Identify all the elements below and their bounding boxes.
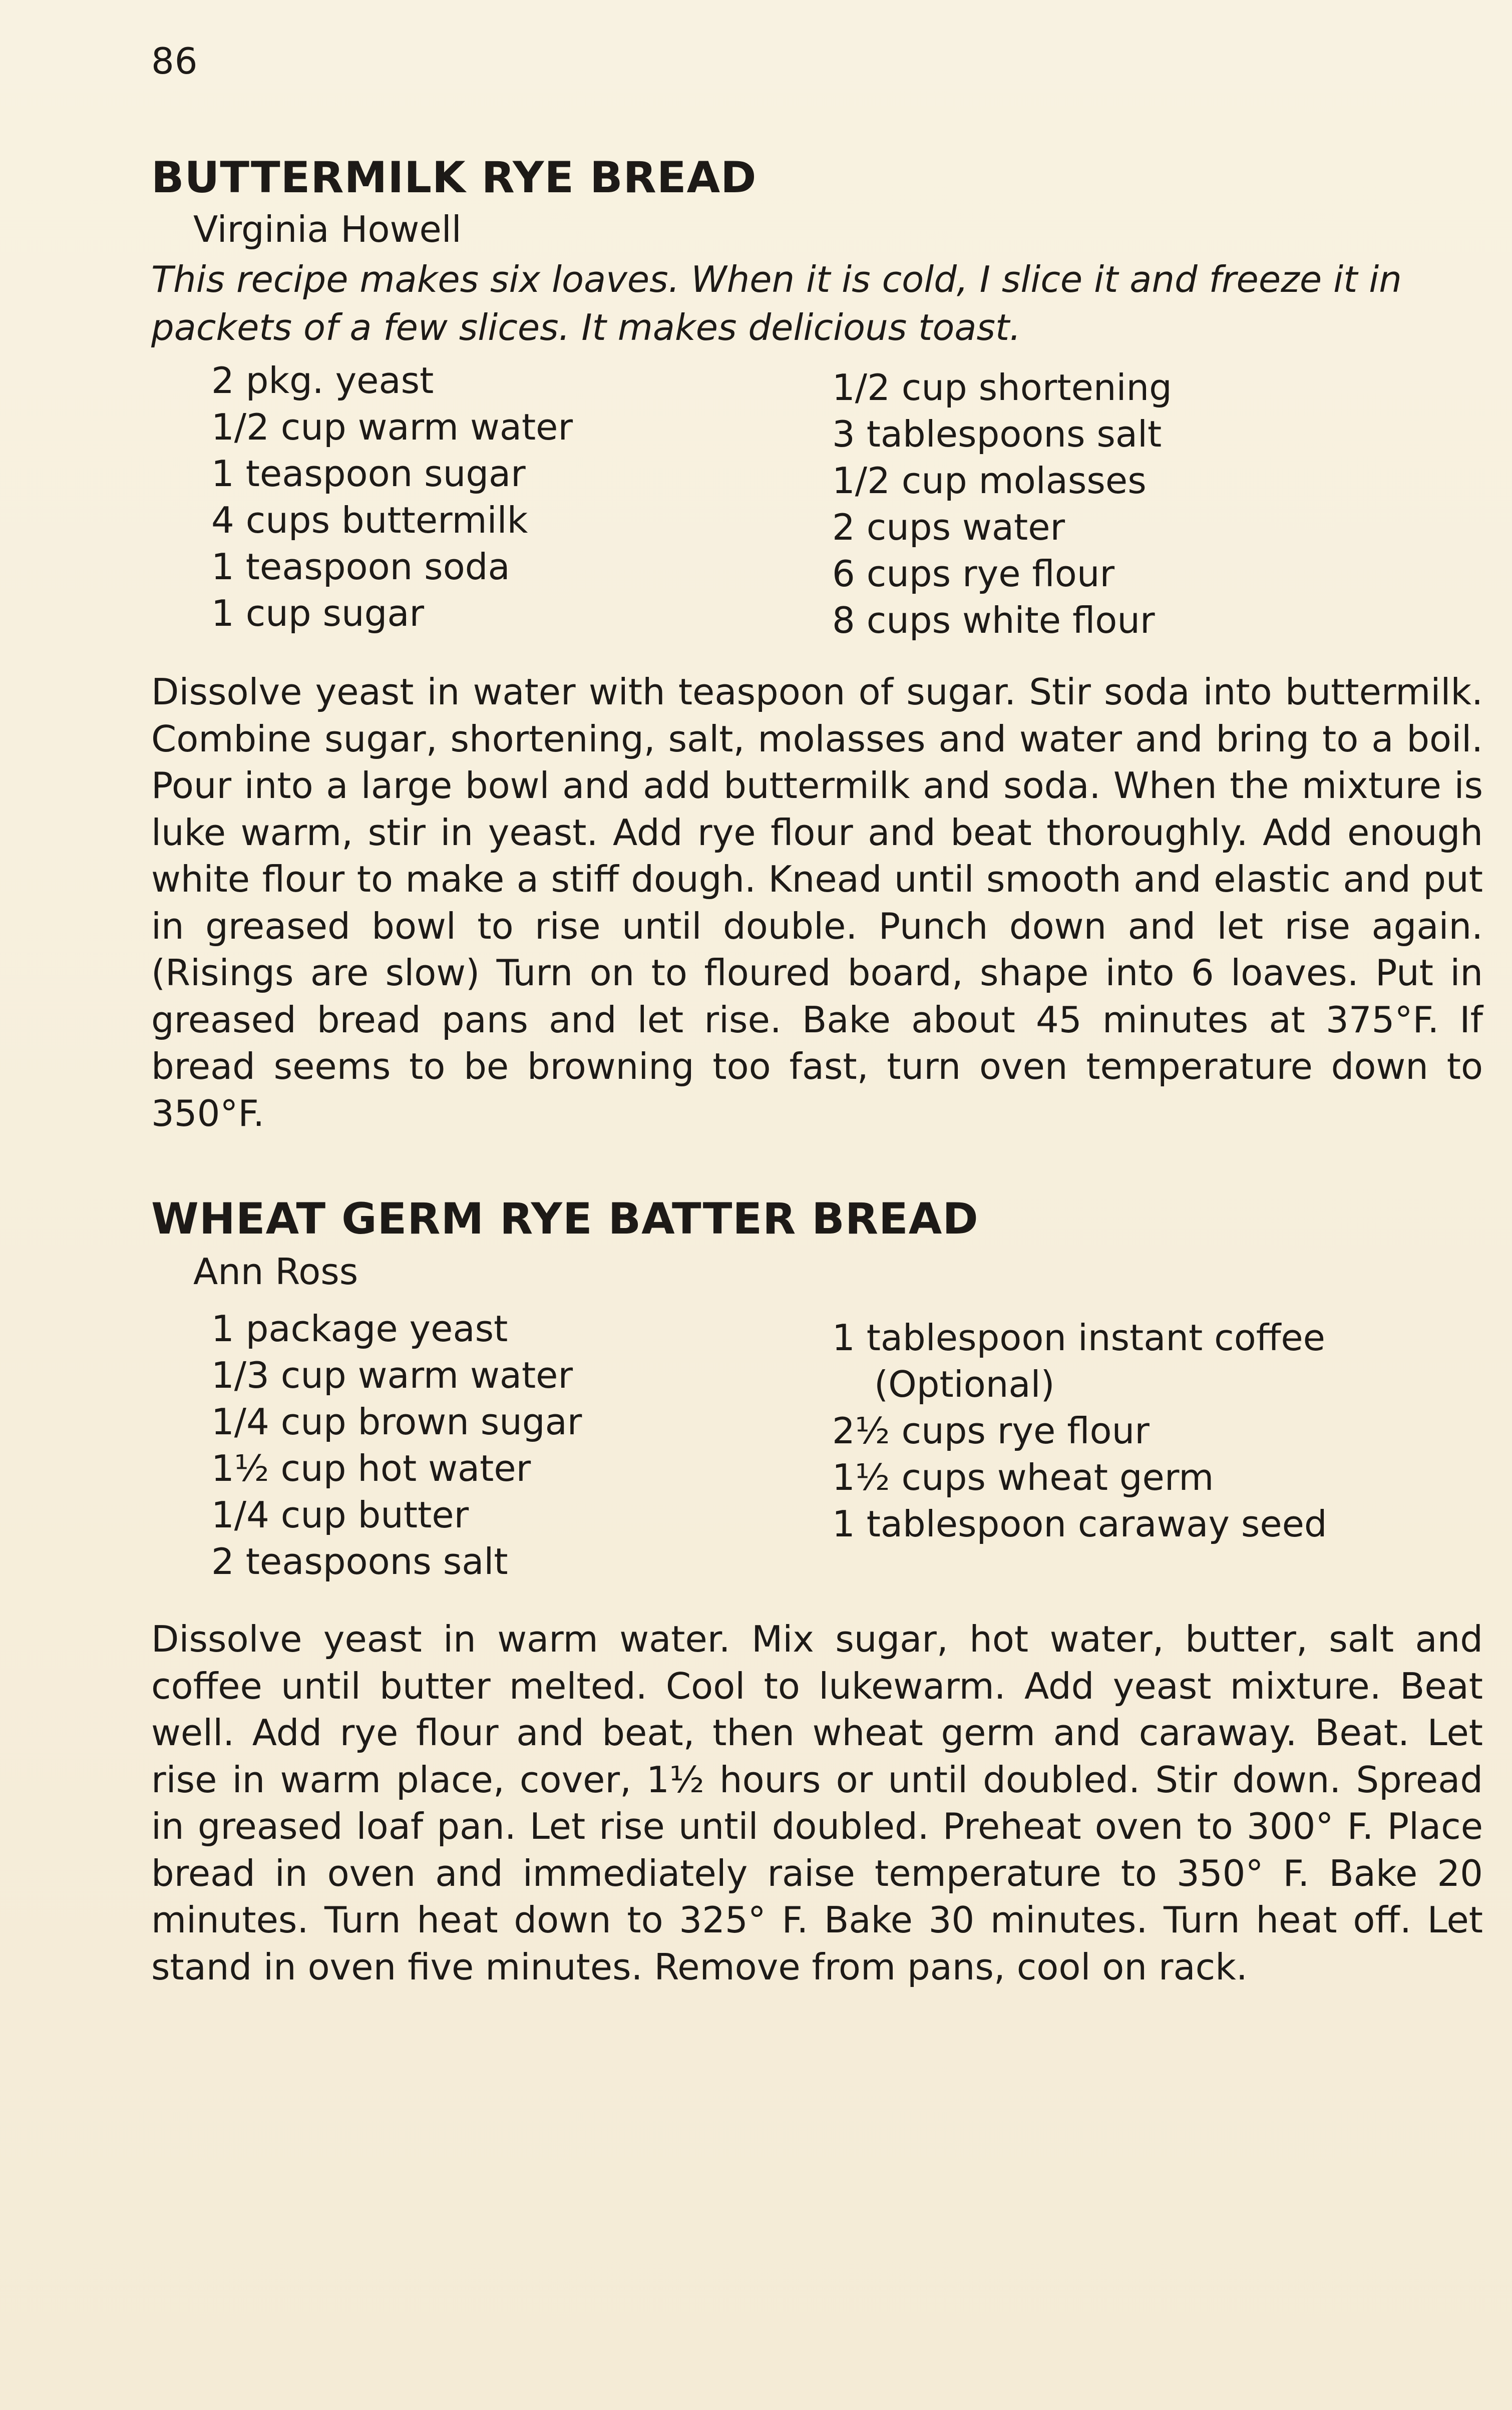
ingredient-column-right bbox=[832, 357, 1473, 644]
recipe-intro: This recipe makes six loaves. When it is cold, I slice it and freeze it in packets of a few slices. It makes delicious toast. bbox=[151, 258, 1402, 348]
recipe-directions: Dissolve yeast in water with teaspoon of sugar. Stir soda into buttermilk. Combine sugar, shortening, salt, molasses and water and bring to a boil. Pour into a large bowl and add buttermilk and soda. When the mixture is luke warm, stir in yeast. Add rye flour and beat thoroughly. Add enough white flour to make a stiff dough. Knead until smooth and elastic and put in greased bowl to rise until double. Punch down and let rise again. (Risings are slow) Turn on to floured board, shape into 6 loaves. Put in greased bread pans and let rise. Bake about 45 minutes at 375°F. If bread seems to be browning too fast, turn oven temperature down to 350°F. bbox=[151, 671, 1483, 1134]
page-number: 86 bbox=[151, 40, 198, 82]
ingredient: 6 cups rye flour bbox=[832, 553, 1115, 595]
ingredient-list bbox=[151, 357, 1483, 644]
recipe-author: Virginia Howell bbox=[193, 208, 462, 250]
ingredient: 2 cups water bbox=[832, 506, 1065, 548]
ingredient: 8 cups white flour bbox=[832, 599, 1155, 641]
ingredient: 1½ cup hot water bbox=[211, 1447, 531, 1489]
ingredient: 1/2 cup warm water bbox=[211, 406, 573, 448]
ingredient-list bbox=[151, 1306, 1483, 1585]
ingredient: 1½ cups wheat germ bbox=[832, 1456, 1214, 1498]
ingredient-note: (Optional) bbox=[874, 1363, 1055, 1405]
ingredient-column-left bbox=[151, 1306, 832, 1585]
recipe-buttermilk-rye-bread bbox=[151, 150, 1483, 1173]
ingredient: 1/4 cup brown sugar bbox=[211, 1401, 582, 1443]
ingredient-column-left bbox=[151, 357, 832, 644]
ingredient: 1 package yeast bbox=[211, 1308, 508, 1350]
ingredient: 3 tablespoons salt bbox=[832, 413, 1162, 455]
ingredient: 1/4 cup butter bbox=[211, 1494, 469, 1536]
ingredient: 1/2 cup molasses bbox=[832, 460, 1147, 502]
ingredient: 1/2 cup shortening bbox=[832, 366, 1172, 409]
ingredient: 2 pkg. yeast bbox=[211, 359, 434, 401]
recipe-title: BUTTERMILK RYE BREAD bbox=[151, 153, 757, 203]
ingredient: 1 tablespoon instant coffee bbox=[832, 1317, 1325, 1359]
recipe-author: Ann Ross bbox=[193, 1251, 358, 1293]
recipe-title: WHEAT GERM RYE BATTER BREAD bbox=[151, 1194, 979, 1244]
ingredient: 2 teaspoons salt bbox=[211, 1540, 508, 1582]
recipe-directions: Dissolve yeast in warm water. Mix sugar, hot water, butter, salt and coffee until butter melted. Cool to lukewarm. Add yeast mixture. Beat well. Add rye flour and beat, then wheat germ and caraway. Beat. Let rise in warm place, cover, 1½ hours or until doubled. Stir down. Spread in greased loaf pan. Let rise until doubled. Preheat oven to 300° F. Place bread in oven and immediately raise temperature to 350° F. Bake 20 minutes. Turn heat down to 325° F. Bake 30 minutes. Turn heat off. Let stand in oven five minutes. Remove from pans, cool on rack. bbox=[151, 1618, 1483, 1988]
ingredient: 1 teaspoon sugar bbox=[211, 453, 526, 495]
ingredient: 1 tablespoon caraway seed bbox=[832, 1503, 1327, 1545]
ingredient: 1 teaspoon soda bbox=[211, 546, 510, 588]
ingredient: 1 cup sugar bbox=[211, 592, 425, 634]
ingredient: 1/3 cup warm water bbox=[211, 1354, 573, 1396]
ingredient: 2½ cups rye flour bbox=[832, 1410, 1150, 1452]
ingredient: 4 cups buttermilk bbox=[211, 499, 528, 541]
ingredient-column-right bbox=[832, 1306, 1473, 1585]
recipe-wheat-germ-rye-batter-bread bbox=[151, 1191, 1483, 2027]
